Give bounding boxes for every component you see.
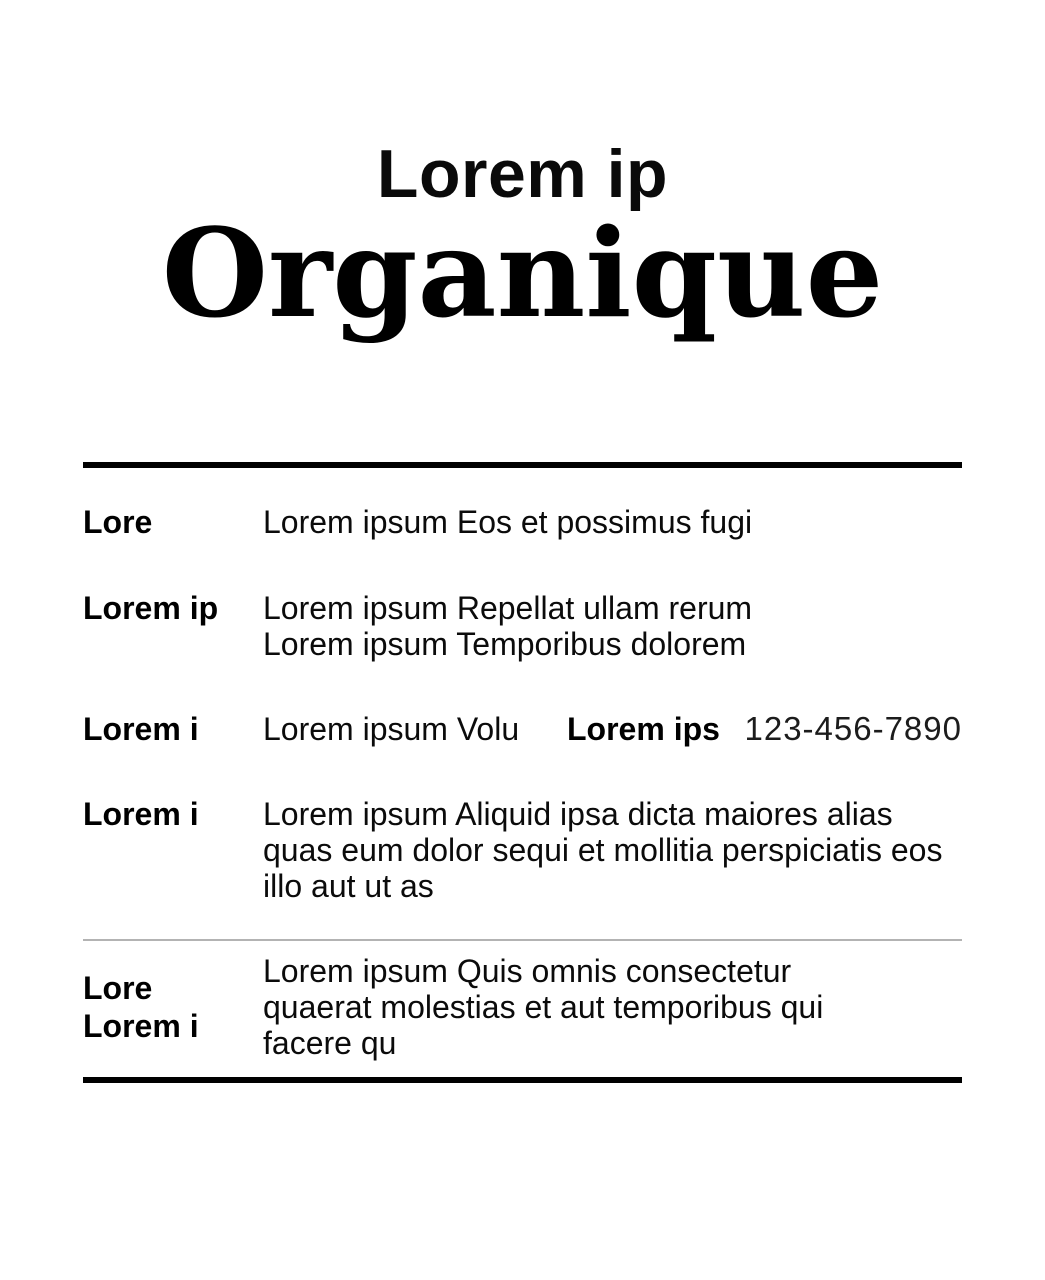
row-label	[83, 969, 263, 1045]
header-title: Organique	[161, 201, 884, 345]
detail-row	[83, 504, 962, 540]
row-value-line: Lorem ipsum Temporibus dolorem	[263, 626, 747, 662]
detail-row-contact	[83, 711, 962, 747]
bottom-rule	[83, 1077, 962, 1083]
row-value-line: quas eum dolor sequi et mollitia perspiciatis eos	[263, 832, 943, 868]
top-rule	[83, 462, 962, 468]
row-label: Lorem ip	[83, 590, 219, 626]
row-value	[263, 796, 962, 904]
row-value	[263, 504, 962, 540]
header-subtitle: Lorem ip	[376, 136, 669, 212]
row-value: Lorem ipsum Volu	[263, 711, 520, 747]
row-value-line: Lorem ipsum Repellat ullam rerum	[263, 590, 753, 626]
row-label-line: Lorem i	[83, 1008, 199, 1044]
detail-row	[83, 796, 962, 904]
row-value-line: Lorem ipsum Aliquid ipsa dicta maiores alias	[263, 796, 893, 832]
row-value	[263, 953, 962, 1061]
row-value	[263, 590, 962, 662]
section-divider	[83, 939, 962, 941]
row-label-secondary: Lorem ips	[567, 711, 720, 747]
row-label: Lore	[83, 504, 153, 540]
row-label: Lorem i	[83, 796, 199, 832]
phone-number: 123-456-7890	[744, 710, 962, 747]
document-page	[83, 0, 962, 1083]
detail-row	[83, 590, 962, 662]
row-label: Lorem i	[83, 711, 199, 747]
header	[83, 0, 962, 345]
row-value-line: facere qu	[263, 1025, 397, 1061]
row-value-line: illo aut ut as	[263, 868, 434, 904]
row-value-line: Lorem ipsum Eos et possimus fugi	[263, 504, 753, 540]
details-table	[83, 504, 962, 1061]
row-label-line: Lore	[83, 970, 153, 1006]
row-value-line: quaerat molestias et aut temporibus qui	[263, 989, 824, 1025]
detail-row	[83, 953, 962, 1061]
row-value-line: Lorem ipsum Quis omnis consectetur	[263, 953, 792, 989]
